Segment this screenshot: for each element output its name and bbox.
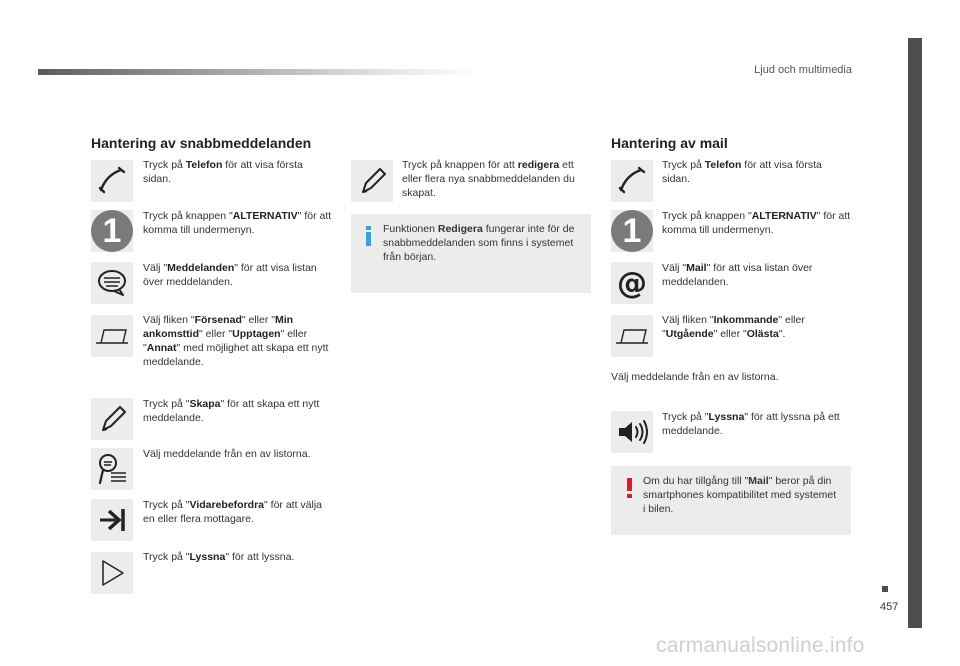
info-note <box>351 214 591 293</box>
warning-icon <box>622 476 636 500</box>
left-step-4-text: Välj fliken "Försenad" eller "Min ankomsttid" eller "Upptagen" eller "Annat" med möjlighet att skapa ett nytt meddelande. <box>143 314 329 368</box>
listen-step-text: Tryck på "Lyssna" för att lyssna på ett meddelande. <box>662 411 840 437</box>
right-step-1-text: Tryck på Telefon för att visa första sidan. <box>662 159 822 185</box>
forward-icon <box>91 499 133 541</box>
left-step-6-text: Välj meddelande från en av listorna. <box>143 448 311 460</box>
left-step-7-text: Tryck på "Vidarebefordra" för att välja en eller flera mottagare. <box>143 499 323 525</box>
svg-text:@: @ <box>617 266 647 300</box>
play-icon <box>91 552 133 594</box>
left-section-title: Hantering av snabbmeddelanden <box>91 135 312 151</box>
phone-icon <box>91 160 133 202</box>
speaker-icon <box>611 411 653 453</box>
left-step-5-text: Tryck på "Skapa" för att skapa ett nytt meddelande. <box>143 398 320 424</box>
pencil-icon <box>351 160 393 202</box>
edit-step-text: Tryck på knappen för att redigera ett eller flera nya snabbmeddelanden du skapat. <box>402 159 575 199</box>
number-1-icon: 1 <box>611 210 653 252</box>
info-note-text: Funktionen Redigera fungerar inte för de snabbmeddelanden som finns i systemet från början. <box>383 223 575 263</box>
left-step-3-text: Välj "Meddelanden" för att visa listan över meddelanden. <box>143 262 317 288</box>
left-step-8-text: Tryck på "Lyssna" för att lyssna. <box>143 551 295 563</box>
side-tab <box>908 38 922 628</box>
number-1-icon: 1 <box>91 210 133 252</box>
page-number: 457 <box>880 601 899 613</box>
at-sign-icon <box>611 262 653 304</box>
right-step-3-text: Välj "Mail" för att visa listan över meddelanden. <box>662 262 813 288</box>
phone-icon <box>611 160 653 202</box>
info-icon <box>362 224 376 248</box>
right-step-2-text: Tryck på knappen "ALTERNATIV" för att komma till undermenyn. <box>662 210 851 236</box>
message-list-icon <box>91 448 133 490</box>
tab-icon <box>91 315 133 357</box>
right-section-title: Hantering av mail <box>611 135 728 151</box>
right-step-4-text: Välj fliken "Inkommande" eller "Utgående" eller "Olästa". <box>662 314 805 340</box>
left-step-2-text: Tryck på knappen "ALTERNATIV" för att komma till undermenyn. <box>143 210 332 236</box>
pencil-icon <box>91 398 133 440</box>
warning-note <box>611 466 851 535</box>
right-plain-line: Välj meddelande från en av listorna. <box>611 371 779 383</box>
page-marker <box>882 586 888 592</box>
section-title: Ljud och multimedia <box>754 64 852 76</box>
left-step-1-text: Tryck på Telefon för att visa första sidan. <box>143 159 303 185</box>
message-bubble-icon <box>91 262 133 304</box>
tab-icon <box>611 315 653 357</box>
header-gradient-bar <box>38 69 478 75</box>
watermark: carmanualsonline.info <box>656 634 865 657</box>
warning-note-text: Om du har tillgång till "Mail" beror på din smartphones kompatibilitet med systemet i bilen. <box>643 475 837 515</box>
